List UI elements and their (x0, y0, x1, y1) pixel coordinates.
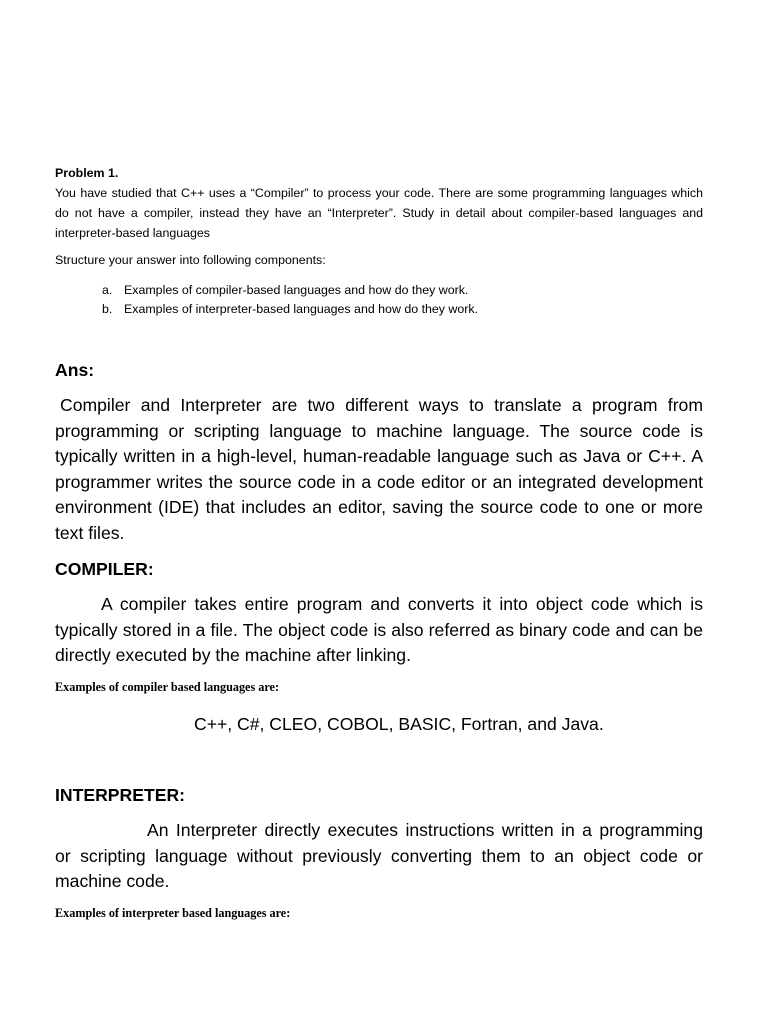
interpreter-heading: INTERPRETER: (55, 785, 186, 805)
component-item-a (102, 281, 468, 301)
structure-intro: Structure your answer into following components: (55, 253, 326, 267)
answer-intro: Compiler and Interpreter are two different ways to translate a program from programming or scripting language to machine language. The source code is typically written in a high-level, human-readable language such as Java or C++. A programmer writes the source code in a code editor or an integrated development environment (IDE) that includes an editor, saving the source code to one or more text files. (55, 395, 703, 543)
component-text: Examples of compiler-based languages and how do they work. (124, 283, 469, 297)
interpreter-examples-label: Examples of interpreter based languages are: (55, 906, 291, 920)
compiler-body: A compiler takes entire program and converts it into object code which is typically stored in a file. The object code is also referred as binary code and can be directly executed by the machine after linking. (55, 594, 703, 665)
problem-title: Problem 1. (55, 166, 119, 180)
component-item-b (102, 300, 478, 320)
compiler-heading: COMPILER: (55, 559, 154, 579)
answer-heading: Ans: (55, 360, 95, 380)
compiler-examples-list: C++, C#, CLEO, COBOL, BASIC, Fortran, and Java. (194, 714, 604, 734)
compiler-examples-label: Examples of compiler based languages are: (55, 680, 279, 694)
problem-body: You have studied that C++ uses a “Compiler” to process your code. There are some programming languages which do not have a compiler, instead they have an “Interpreter”. Study in detail about compiler-based languages and interpreter-based languages (55, 186, 703, 240)
component-text: Examples of interpreter-based languages and how do they work. (124, 302, 479, 316)
interpreter-body: An Interpreter directly executes instructions written in a programming or scripting language without previously converting them to an object code or machine code. (55, 820, 703, 891)
component-marker: a. (102, 283, 113, 297)
component-marker: b. (102, 302, 113, 316)
